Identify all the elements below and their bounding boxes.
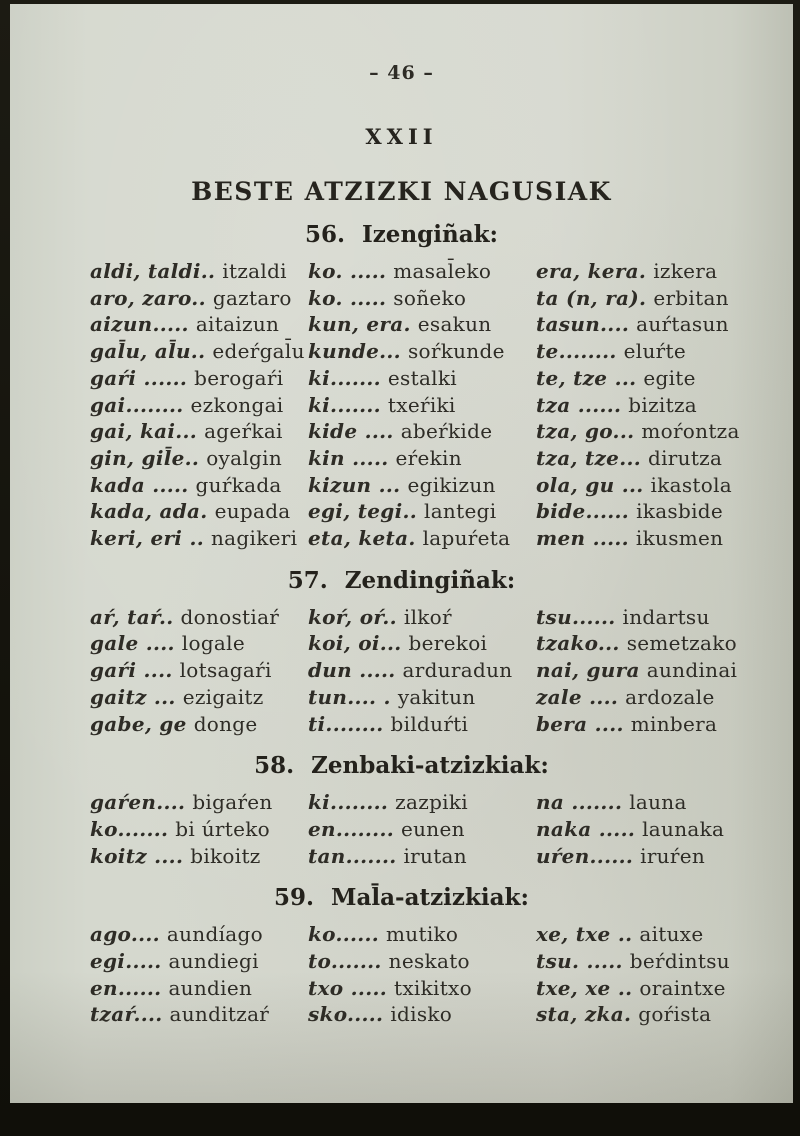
suffix-label: sko..... [308, 1002, 384, 1027]
suffix-label: ko...... [308, 922, 380, 947]
example-word: minbera [630, 711, 718, 736]
suffix-label: aŕ, taŕ.. [90, 604, 174, 629]
suffix-row [308, 684, 536, 711]
suffix-label: eta, keta. [308, 526, 416, 551]
suffix-label: aizun..... [90, 312, 189, 337]
example-word: indartsu [622, 604, 710, 629]
suffix-label: aldi, taldi.. [90, 259, 216, 283]
suffix-row [536, 948, 793, 975]
suffix-row [536, 843, 793, 870]
example-word: egite [643, 365, 696, 390]
suffix-row [90, 789, 308, 816]
suffix-row [536, 921, 793, 948]
suffix-label: tsu...... [536, 604, 616, 629]
example-word: egikizun [407, 472, 496, 497]
suffix-label: ti........ [308, 711, 384, 736]
suffix-label: era, kera. [536, 259, 647, 283]
suffix-column [536, 258, 793, 552]
section-heading [10, 752, 793, 779]
example-word: ageŕkai [204, 419, 283, 444]
suffix-column [90, 604, 308, 738]
suffix-row [536, 975, 793, 1002]
suffix-label: tasun.... [536, 312, 630, 337]
suffix-row [308, 1001, 536, 1028]
example-word: dirutza [648, 445, 723, 470]
example-word: donge [193, 711, 258, 736]
example-word: bikoitz [190, 843, 261, 868]
suffix-row [90, 285, 308, 312]
suffix-label: ko....... [90, 816, 169, 841]
example-word: aundíago [166, 922, 263, 947]
suffix-label: ki....... [308, 365, 381, 390]
section-number: 58. [254, 752, 295, 780]
example-word: neskato [388, 949, 470, 974]
suffix-label: te, tze ... [536, 365, 637, 390]
example-word: ilkoŕ [403, 604, 452, 629]
suffix-row [308, 445, 536, 472]
suffix-row [90, 445, 308, 472]
suffix-row [536, 258, 793, 285]
suffix-label: aro, zaro.. [90, 285, 206, 310]
example-word: aunditzaŕ [169, 1002, 270, 1027]
example-word: eŕekin [395, 445, 462, 470]
suffix-label: ola, gu ... [536, 472, 644, 497]
example-word: eunen [400, 816, 465, 841]
example-word: irutan [403, 843, 467, 868]
chapter-number: XXII [365, 124, 438, 149]
suffix-row [536, 684, 793, 711]
example-word: semetzako [626, 631, 737, 656]
suffix-column [308, 789, 536, 869]
suffix-label: koŕ, oŕ.. [308, 604, 397, 629]
suffix-label: gaitz ... [90, 684, 176, 709]
suffix-label: en...... [90, 975, 162, 1000]
suffix-column [536, 921, 793, 1028]
suffix-row [308, 392, 536, 419]
suffix-label: kide .... [308, 419, 394, 444]
suffix-label: naka ..... [536, 816, 636, 841]
suffix-row [536, 498, 793, 525]
suffix-row [536, 630, 793, 657]
suffix-label: kunde... [308, 339, 401, 364]
example-word: ikusmen [635, 526, 724, 551]
suffix-label: txo ..... [308, 975, 387, 1000]
suffix-row [90, 816, 308, 843]
sections-container [10, 221, 793, 1028]
section-title: Zenbaki-atzizkiak: [311, 752, 549, 780]
suffix-row [90, 392, 308, 419]
suffix-section [10, 221, 793, 552]
section-number: 56. [304, 221, 345, 248]
suffix-row [308, 948, 536, 975]
suffix-column [308, 921, 536, 1028]
suffix-row [308, 711, 536, 738]
suffix-label: ki....... [308, 392, 381, 417]
suffix-row [90, 684, 308, 711]
suffix-label: to....... [308, 949, 382, 974]
suffix-label: gai........ [90, 392, 184, 417]
suffix-row [90, 921, 308, 948]
suffix-column [308, 258, 536, 552]
example-word: erbitan [653, 285, 729, 310]
example-word: logale [181, 631, 245, 656]
example-word: eupada [214, 499, 291, 524]
example-word: lotsagaŕi [179, 658, 272, 683]
suffix-row [536, 472, 793, 499]
suffix-label: koitz .... [90, 843, 184, 868]
example-word: ikastola [650, 472, 733, 497]
example-word: oyalgin [206, 445, 283, 470]
section-title: Zendingiñak: [344, 566, 516, 594]
suffix-row [536, 789, 793, 816]
example-word: beŕdintsu [629, 949, 730, 974]
suffix-label: txe, xe .. [536, 975, 633, 1000]
suffix-label: xe, txe .. [536, 922, 633, 947]
section-heading [10, 221, 793, 248]
suffix-row [308, 921, 536, 948]
suffix-row [308, 285, 536, 312]
suffix-row [308, 311, 536, 338]
suffix-row [536, 604, 793, 631]
suffix-label: tza ...... [536, 392, 622, 417]
suffix-row [308, 816, 536, 843]
suffix-label: egi, tegi.. [308, 499, 418, 524]
suffix-label: tun.... . [308, 684, 391, 709]
suffix-row [90, 418, 308, 445]
suffix-row [536, 711, 793, 738]
example-word: ikasbide [636, 499, 724, 524]
suffix-section [10, 884, 793, 1028]
suffix-label: uŕen...... [536, 843, 634, 868]
example-word: edeŕgal̄u [212, 339, 305, 364]
suffix-row [90, 975, 308, 1002]
suffix-label: kizun ... [308, 472, 401, 497]
suffix-row [90, 365, 308, 392]
example-word: iruŕen [640, 843, 706, 868]
suffix-column [536, 789, 793, 869]
suffix-label: tsu. ..... [536, 949, 623, 974]
suffix-row [90, 630, 308, 657]
suffix-label: kin ..... [308, 445, 389, 470]
example-word: abeŕkide [400, 419, 493, 444]
example-word: berogaŕi [194, 365, 284, 390]
example-word: aituxe [639, 922, 704, 947]
example-word: aundien [168, 975, 253, 1000]
example-word: berekoi [408, 631, 488, 656]
suffix-row [90, 525, 308, 552]
suffix-label: koi, oi... [308, 631, 402, 656]
example-word: mutiko [386, 922, 459, 947]
suffix-label: kada ..... [90, 472, 189, 497]
example-word: oraintxe [639, 975, 726, 1000]
page-title: BESTE ATZIZKI NAGUSIAK [191, 177, 612, 206]
example-word: eluŕte [623, 339, 687, 364]
suffix-label: gal̄u, al̄u.. [90, 339, 206, 364]
page-number: – 46 – [369, 62, 434, 84]
example-word: txeŕiki [387, 392, 456, 417]
suffix-row [536, 525, 793, 552]
suffix-row [536, 418, 793, 445]
suffix-row [90, 657, 308, 684]
suffix-row [536, 338, 793, 365]
suffix-label: keri, eri .. [90, 526, 204, 551]
suffix-label: te........ [536, 339, 617, 364]
example-word: guŕkada [195, 472, 282, 497]
suffix-label: sta, zka. [536, 1002, 632, 1027]
suffix-label: zale .... [536, 684, 619, 709]
suffix-label: tan....... [308, 843, 397, 868]
suffix-column [308, 604, 536, 738]
suffix-label: tza, go... [536, 419, 635, 444]
suffix-row [536, 392, 793, 419]
example-word: itzaldi [222, 259, 287, 283]
section-title: Mal̄a-atzizkiak: [331, 884, 529, 912]
suffix-table [10, 258, 793, 552]
example-word: idisko [390, 1002, 453, 1027]
suffix-label: gabe, ge [90, 711, 187, 736]
suffix-row [308, 498, 536, 525]
suffix-label: ko. ..... [308, 285, 387, 310]
example-word: aundiegi [168, 949, 259, 974]
section-heading [10, 567, 793, 594]
example-word: ezigaitz [182, 684, 264, 709]
suffix-row [90, 311, 308, 338]
section-heading [10, 884, 793, 911]
suffix-label: tzako... [536, 631, 620, 656]
example-word: launaka [642, 816, 725, 841]
suffix-section [10, 567, 793, 738]
example-word: soŕkunde [407, 339, 505, 364]
suffix-label: egi..... [90, 949, 162, 974]
suffix-label: dun ..... [308, 658, 396, 683]
suffix-row [308, 657, 536, 684]
suffix-row [90, 1001, 308, 1028]
suffix-table [10, 604, 793, 738]
suffix-row [308, 258, 536, 285]
example-word: masal̄eko [393, 259, 492, 283]
suffix-label: gaŕi ...... [90, 365, 188, 390]
example-word: estalki [387, 365, 457, 390]
example-word: ardozale [625, 684, 715, 709]
example-word: nagikeri [211, 526, 298, 551]
suffix-column [90, 921, 308, 1028]
suffix-row [308, 789, 536, 816]
suffix-row [90, 498, 308, 525]
suffix-row [308, 525, 536, 552]
suffix-row [308, 472, 536, 499]
suffix-label: en........ [308, 816, 394, 841]
suffix-row [90, 711, 308, 738]
suffix-row [308, 365, 536, 392]
example-word: lantegi [424, 499, 497, 524]
suffix-row [308, 604, 536, 631]
example-word: izkera [653, 259, 718, 283]
suffix-table [10, 921, 793, 1028]
suffix-label: gaŕen.... [90, 790, 186, 815]
suffix-label: kun, era. [308, 312, 411, 337]
suffix-label: nai, gura [536, 658, 640, 683]
suffix-row [536, 657, 793, 684]
example-word: bizitza [628, 392, 698, 417]
suffix-label: tza, tze... [536, 445, 641, 470]
suffix-section [10, 752, 793, 869]
suffix-row [308, 338, 536, 365]
suffix-column [536, 604, 793, 738]
example-word: ezkongai [190, 392, 284, 417]
suffix-label: na ....... [536, 790, 623, 815]
suffix-row [308, 418, 536, 445]
example-word: bilduŕti [390, 711, 469, 736]
suffix-row [536, 365, 793, 392]
suffix-label: gaŕi .... [90, 658, 173, 683]
suffix-label: bera .... [536, 711, 624, 736]
suffix-label: ago.... [90, 922, 160, 947]
example-word: moŕontza [641, 419, 740, 444]
suffix-row [90, 948, 308, 975]
example-word: esakun [417, 312, 492, 337]
suffix-label: tzaŕ.... [90, 1002, 163, 1027]
example-word: gaztaro [212, 285, 292, 310]
suffix-label: ko. ..... [308, 259, 387, 283]
suffix-row [536, 816, 793, 843]
suffix-row [536, 445, 793, 472]
suffix-row [90, 843, 308, 870]
example-word: zazpiki [395, 790, 468, 815]
suffix-label: gai, kai... [90, 419, 198, 444]
suffix-label: ta (n, ra). [536, 285, 647, 310]
example-word: goŕista [638, 1002, 712, 1027]
suffix-label: kada, ada. [90, 499, 208, 524]
suffix-row [536, 285, 793, 312]
example-word: txikitxo [393, 975, 472, 1000]
suffix-row [536, 1001, 793, 1028]
example-word: lapuŕeta [422, 526, 511, 551]
suffix-row [308, 975, 536, 1002]
suffix-row [536, 311, 793, 338]
section-title: Izengiñak: [361, 221, 499, 248]
suffix-row [308, 843, 536, 870]
suffix-row [308, 630, 536, 657]
suffix-row [90, 258, 308, 285]
example-word: aundinai [646, 658, 738, 683]
example-word: donostiaŕ [180, 604, 280, 629]
example-word: yakitun [397, 684, 476, 709]
example-word: launa [629, 790, 687, 815]
suffix-label: bide...... [536, 499, 630, 524]
suffix-row [90, 338, 308, 365]
suffix-column [90, 789, 308, 869]
example-word: auŕtasun [636, 312, 729, 337]
suffix-label: ki........ [308, 790, 389, 815]
example-word: bigaŕen [192, 790, 273, 815]
example-word: arduradun [402, 658, 513, 683]
section-number: 57. [287, 566, 328, 594]
suffix-label: men ..... [536, 526, 629, 551]
suffix-column [90, 258, 308, 552]
example-word: soñeko [393, 285, 467, 310]
example-word: bi úrteko [175, 816, 271, 841]
suffix-row [90, 472, 308, 499]
suffix-label: gale .... [90, 631, 175, 656]
suffix-row [90, 604, 308, 631]
suffix-table [10, 789, 793, 869]
example-word: aitaizun [195, 312, 280, 337]
book-page [10, 4, 793, 1103]
suffix-label: gin, gil̄e.. [90, 445, 200, 470]
section-number: 59. [274, 884, 315, 912]
